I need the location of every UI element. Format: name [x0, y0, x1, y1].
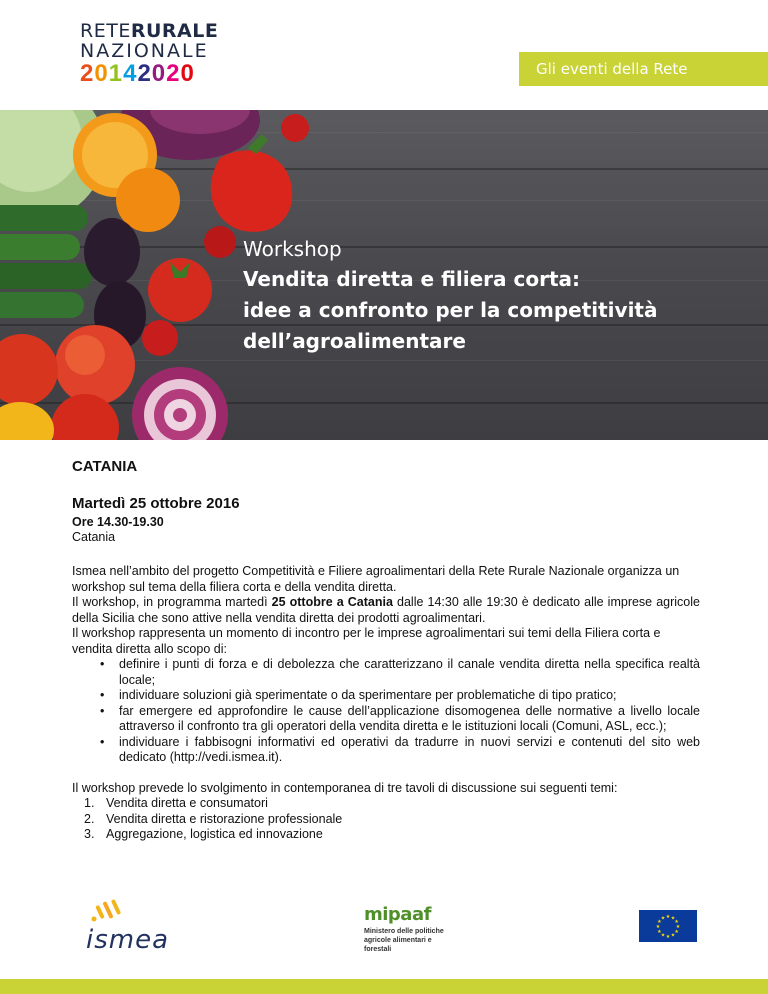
list-item-text: definire i punti di forza e di debolezza che caratterizzano il canale vendita diretta nella specifica realtà locale; — [119, 657, 700, 687]
topic-number: 2. — [84, 811, 95, 826]
eu-stars — [639, 910, 697, 942]
hero-title-line: dell’agroalimentare — [243, 329, 466, 353]
hero-title — [243, 264, 657, 357]
eu-star-icon: ★ — [665, 934, 671, 940]
event-place: Catania — [72, 530, 116, 544]
event-city: CATANIA — [72, 458, 138, 475]
eu-star-icon: ★ — [674, 929, 679, 935]
list-item — [100, 657, 700, 688]
logo-year-digit: 0 — [151, 60, 167, 87]
hero-banner — [0, 110, 768, 440]
eu-star-icon: ★ — [665, 914, 671, 920]
bottom-accent-bar — [0, 979, 768, 994]
intro-paragraph-2 — [72, 595, 700, 626]
intro-paragraph-1: Ismea nell’ambito del progetto Competitività e Filiere agroalimentari della Rete Rurale Nazionale organizza un workshop sul tema della filiera corta e della vendita diretta. — [72, 564, 680, 594]
eu-star-icon: ★ — [655, 924, 661, 930]
hero-text — [243, 234, 657, 357]
eu-star-icon: ★ — [657, 919, 662, 925]
list-item-text: far emergere ed approfondire le cause dell’applicazione disomogenea delle normative a livello locale attraverso il confronto tra gli operatori della vendita diretta e le istituzioni locali (Comuni, ASL, ecc.); — [119, 703, 700, 733]
topic-text: Vendita diretta e consumatori — [106, 796, 268, 810]
bullet-glyph: • — [100, 688, 105, 702]
hero-title-line: idee a confronto per la competitività — [243, 298, 658, 322]
list-item-text: individuare soluzioni già sperimentate o da sperimentare per problematiche di tipo pratico; — [119, 688, 617, 702]
mipaaf-subtitle: Ministero delle politiche agricole alimentari e forestali — [364, 928, 444, 953]
eu-star-icon: ★ — [657, 929, 662, 935]
events-tab — [519, 52, 768, 86]
hero-title-line: Vendita diretta e filiera corta: — [243, 267, 581, 291]
bullet-glyph: • — [100, 703, 105, 718]
eu-flag-icon — [639, 910, 697, 942]
list-item — [84, 827, 700, 843]
list-item — [100, 688, 700, 704]
mipaaf-logo-text: mipaaf — [364, 904, 431, 925]
tomato-shape — [148, 258, 212, 322]
eu-star-icon: ★ — [675, 924, 681, 930]
yellow-pepper-shape — [0, 402, 54, 440]
bullet-glyph: • — [100, 657, 105, 671]
logo-word-rete: RETE — [80, 20, 131, 42]
p2-date-place: 25 ottobre a Catania — [271, 595, 393, 609]
logo-year-digit: 2 — [137, 60, 152, 87]
mipaaf-logo — [364, 904, 444, 954]
tables-intro: Il workshop prevede lo svolgimento in contemporanea di tre tavoli di discussione sui seguenti temi: — [72, 780, 618, 795]
intro-section — [72, 564, 700, 766]
p2-text-after: dalle 14:30 alle 19:30 è dedicato alle imprese agricole della Sicilia che sono attive nella vendita diretta dei prodotti agroalimentari. — [72, 595, 700, 625]
document-body — [72, 458, 700, 843]
logo-year-digit: 0 — [180, 60, 195, 87]
eu-star-icon: ★ — [660, 932, 666, 939]
events-tab-label: Gli eventi della Rete — [536, 60, 688, 78]
list-item — [100, 704, 700, 735]
list-item — [100, 735, 700, 766]
logo-year-digit: 2 — [80, 60, 95, 87]
event-date: Martedì 25 ottobre 2016 — [72, 495, 240, 512]
topics-list — [84, 796, 700, 843]
event-time: Ore 14.30-19.30 — [72, 515, 164, 529]
bullet-glyph: • — [100, 734, 105, 749]
list-item — [84, 796, 700, 812]
list-item — [84, 812, 700, 828]
eu-star-icon: ★ — [660, 915, 666, 922]
logo-line-1 — [80, 22, 218, 41]
p2-text-before: Il workshop, in programma martedì — [72, 595, 272, 609]
cucumber-shape — [0, 205, 88, 231]
objectives-list — [100, 657, 700, 766]
topic-text: Vendita diretta e ristorazione professionale — [106, 811, 343, 826]
logo-year-digit: 4 — [123, 60, 138, 87]
eu-star-icon: ★ — [670, 915, 676, 922]
logo-year-digit: 2 — [166, 60, 181, 87]
hero-kicker: Workshop — [243, 237, 342, 261]
logo-year-digit: 0 — [94, 60, 109, 87]
logo-word-rurale: RURALE — [130, 20, 219, 42]
eu-star-icon: ★ — [670, 932, 676, 939]
ismea-logo-text: ismea — [86, 925, 170, 955]
logo-year-digit: 1 — [108, 60, 124, 87]
topic-number: 1. — [84, 796, 95, 810]
eu-star-icon: ★ — [674, 919, 679, 925]
list-item-text: individuare i fabbisogni informativi ed operativi da tradurre in nuovi servizi e contenuti del sito web dedicato (http://vedi.ismea.it). — [119, 734, 700, 764]
topic-number: 3. — [84, 827, 95, 841]
eggplant-shape — [84, 218, 140, 286]
intro-paragraph-3: Il workshop rappresenta un momento di incontro per le imprese agroalimentari sui temi della Filiera corta e vendita diretta allo scopo di: — [72, 626, 661, 656]
red-pepper-shape — [211, 150, 293, 232]
topic-text: Aggregazione, logistica ed innovazione — [106, 827, 323, 841]
rete-rurale-logo — [80, 22, 218, 86]
logo-years — [80, 62, 218, 86]
logo-line-2: NAZIONALE — [80, 40, 209, 62]
